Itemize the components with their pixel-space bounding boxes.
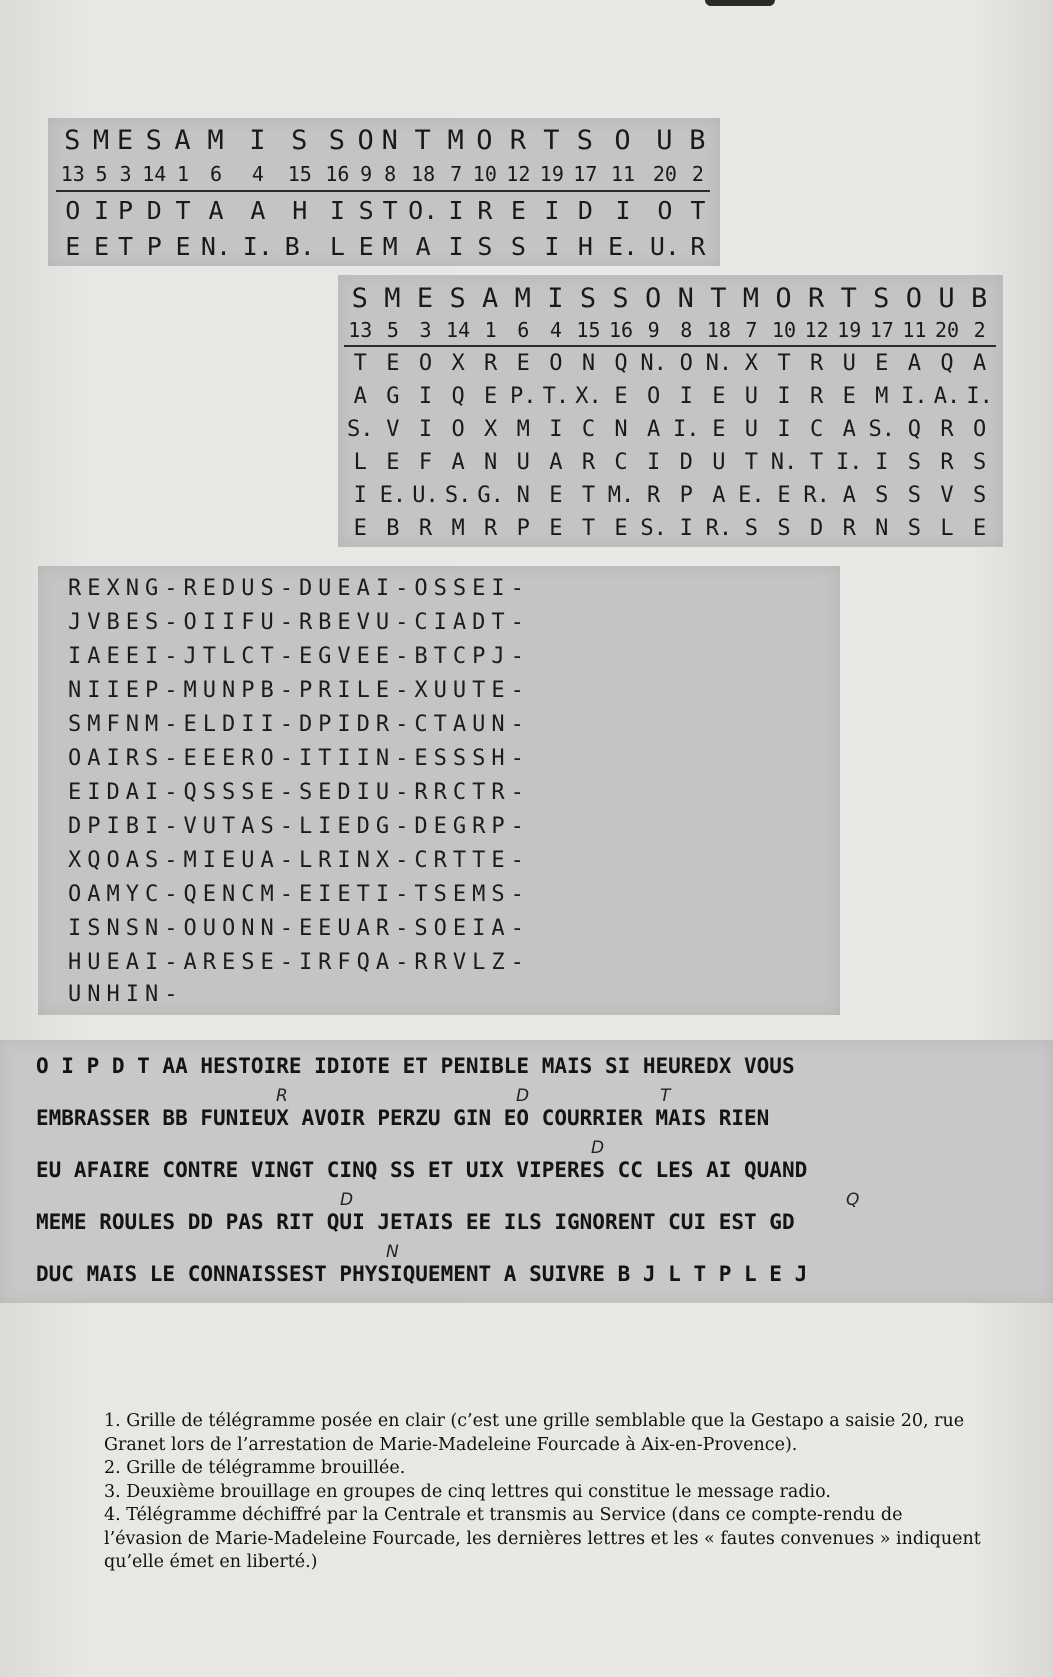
- grid-cell: I: [875, 450, 889, 475]
- grid-cell: O: [409, 346, 442, 380]
- grid-cell: N.: [770, 450, 798, 475]
- grid-cell: E: [973, 516, 987, 541]
- grid-cell: I: [544, 231, 560, 261]
- grid-cell: I.: [672, 417, 700, 442]
- grid-letter-row: [56, 228, 710, 264]
- radio-group-row: DPIBI-VUTAS-LIEDG-DEGRP-: [68, 814, 530, 839]
- grid-cell: O.: [402, 191, 444, 228]
- grid-cell: E: [777, 483, 791, 508]
- radio-group-row: OAMYC-QENCM-EIETI-TSEMS-: [68, 882, 530, 907]
- grid-cell: S: [875, 483, 889, 508]
- grid-cell: N.: [200, 231, 232, 261]
- grid-cell: T: [171, 191, 195, 228]
- grid-cell: S: [973, 483, 987, 508]
- grid-key-letter: S: [576, 124, 594, 156]
- grid-cell: M.: [607, 483, 635, 508]
- grid-cell: E: [358, 231, 374, 261]
- grid-cell: D: [569, 191, 603, 228]
- radio-group-row: JVBES-OIIFU-RBEVU-CIADT-: [68, 610, 530, 635]
- radio-group-row: XQOAS-MIEUA-LRINX-CRTTE-: [68, 848, 530, 873]
- grid-cell: E: [353, 516, 367, 541]
- grid-cell: T: [378, 191, 402, 228]
- grid-cell: P: [516, 516, 530, 541]
- grid-key-letter: B: [971, 282, 989, 314]
- grid-column-number: 1: [177, 162, 190, 186]
- grid-key-letter: M: [514, 282, 532, 314]
- grid-key-letter: S: [612, 282, 630, 314]
- grid-cell: B: [386, 516, 400, 541]
- grid-cell: N: [516, 483, 530, 508]
- grid-cell: L: [329, 231, 345, 261]
- grid-cell: S: [510, 231, 526, 261]
- grid-cell: A: [963, 346, 996, 380]
- grid-cell: A: [549, 450, 563, 475]
- grid-key-letter: O: [905, 282, 924, 314]
- grid-cell: A: [451, 450, 465, 475]
- grid-cell: I: [418, 384, 433, 409]
- grid-cell: I: [549, 417, 563, 442]
- grid-column-number: 11: [610, 162, 636, 186]
- grid-column-number: 12: [804, 318, 829, 342]
- grid-column-number: 18: [706, 318, 731, 342]
- grid-cell: R: [468, 191, 502, 228]
- caption-item: 4. Télégramme déchiffré par la Centrale et transmis au Service (dans ce compte-rendu de l’évasion de Marie-Madeleine Fourcade, les dernières lettres et les « fautes convenues » indiquent qu’elle émet en liberté.): [104, 1505, 981, 1572]
- grid-cell: H: [577, 231, 593, 261]
- grid-cell: C: [809, 417, 824, 442]
- grid-key-letter: S: [579, 282, 598, 314]
- grid-column-number: 4: [251, 162, 264, 186]
- grid-cell: D: [809, 516, 824, 541]
- grid-cell: E: [712, 417, 726, 442]
- grid-key-letter: N: [677, 282, 695, 314]
- grid2-table: [344, 281, 996, 545]
- grid-cell: I: [647, 450, 661, 475]
- grid-column-number: 18: [411, 162, 436, 186]
- grid-key-letter: M: [92, 124, 111, 156]
- grid-column-number: 8: [680, 318, 693, 342]
- scrambled-telegram-grid: [338, 275, 1003, 547]
- grid-column-number: 5: [386, 318, 399, 342]
- handwritten-correction: N: [386, 1242, 399, 1262]
- grid-cell: E: [377, 346, 410, 380]
- grid-cell: O: [973, 417, 987, 442]
- radio-group-row: UNHIN-: [68, 982, 184, 1007]
- grid-cell: S: [354, 191, 378, 228]
- grid-column-number: 13: [60, 162, 85, 186]
- grid-cell: S.: [868, 417, 896, 442]
- grid-cell: R: [647, 483, 661, 508]
- grid-cell: G: [386, 384, 400, 409]
- grid-key-letter: M: [742, 282, 761, 314]
- grid-cell: T.: [542, 384, 570, 409]
- grid-cell: B.: [284, 231, 315, 261]
- handwritten-correction: Q: [846, 1190, 860, 1210]
- grid-cell: I: [90, 191, 114, 228]
- grid-cell: E.: [379, 483, 407, 508]
- grid-cell: N.: [703, 346, 736, 380]
- grid-cell: A: [353, 384, 367, 409]
- grid-letter-row: [344, 512, 996, 545]
- grid-cell: S: [744, 516, 759, 541]
- grid-cell: E: [866, 346, 899, 380]
- grid-cell: O: [451, 417, 465, 442]
- grid-column-number: 20: [652, 162, 677, 186]
- grid-cell: S: [907, 450, 922, 475]
- grid-column-number: 6: [517, 318, 530, 342]
- grid-cell: E.: [607, 231, 639, 261]
- grid-key-letter: E: [416, 282, 435, 314]
- grid-cell: S: [777, 516, 791, 541]
- grid-column-number: 15: [576, 318, 601, 342]
- grid-cell: X: [484, 417, 498, 442]
- grid-cell: M: [451, 516, 465, 541]
- grid-cell: R: [842, 516, 856, 541]
- grid-cell: A: [842, 417, 856, 442]
- grid-cell: I: [448, 231, 464, 261]
- deciphered-line: O I P D T AA HESTOIRE IDIOTE ET PENIBLE MAIS SI HEUREDX VOUS: [36, 1054, 795, 1078]
- grid-cell: D: [679, 450, 693, 475]
- grid-cell: Q: [931, 346, 964, 380]
- grid-cell: C: [581, 417, 596, 442]
- grid-cell: U: [516, 450, 530, 475]
- grid-cell: I: [535, 191, 569, 228]
- caption-item: 3. Deuxième brouillage en groupes de cinq lettres qui constitue le message radio.: [104, 1481, 831, 1502]
- grid-column-number: 17: [573, 162, 598, 186]
- grid-cell: R: [809, 384, 824, 409]
- grid-key-letter: M: [447, 124, 465, 156]
- grid-cell: S.: [444, 483, 472, 508]
- radio-group-row: NIIEP-MUNPB-PRILE-XUUTE-: [68, 678, 530, 703]
- handwritten-correction: T: [660, 1086, 671, 1106]
- grid-key-letter: T: [543, 124, 561, 156]
- grid-cell: T: [344, 346, 377, 380]
- grid-cell: X: [442, 346, 475, 380]
- grid-cell: A: [647, 417, 661, 442]
- radio-message-groups: [38, 566, 840, 1015]
- grid-cell: R.: [705, 516, 733, 541]
- grid-cell: T: [768, 346, 801, 380]
- grid-cell: I.: [242, 231, 273, 261]
- grid-cell: R: [418, 516, 433, 541]
- grid-letter-row: [344, 446, 996, 479]
- grid-cell: S.: [347, 417, 374, 442]
- grid-cell: T: [581, 516, 596, 541]
- grid-cell: E: [712, 384, 726, 409]
- grid-column-number: 11: [902, 318, 927, 342]
- grid-key-letter: I: [547, 282, 565, 314]
- grid-cell: E: [502, 191, 536, 228]
- grid-column-number: 9: [360, 162, 373, 186]
- grid-column-number: 2: [973, 318, 986, 342]
- caption-item: 1. Grille de télégramme posée en clair (c’est une grille semblable que la Gestapo a saisie 20, rue Granet lors de l’arrestation de Marie-Madeleine Fourcade à Aix-en-Provence).: [104, 1411, 965, 1455]
- grid-key-letter: R: [807, 282, 826, 314]
- grid-key-letter: O: [775, 282, 793, 314]
- grid-cell: M: [875, 384, 889, 409]
- grid-cell: U.: [649, 231, 680, 261]
- grid-cell: S: [973, 450, 987, 475]
- grid-cell: S: [907, 516, 922, 541]
- grid-cell: I: [418, 417, 433, 442]
- grid-cell: S: [477, 231, 493, 261]
- grid-column-number: 16: [325, 162, 350, 186]
- grid-cell: O: [670, 346, 703, 380]
- grid1-key-row: [56, 122, 710, 158]
- grid-cell: N: [572, 346, 605, 380]
- grid-key-letter: O: [476, 124, 494, 156]
- grid-column-number: 12: [506, 162, 531, 186]
- grid-cell: A: [415, 231, 431, 261]
- grid-cell: N: [614, 417, 628, 442]
- grid-letter-row: [56, 191, 710, 228]
- grid-cell: E: [549, 516, 563, 541]
- grid-cell: E.: [738, 483, 765, 508]
- deciphered-line: MEME ROULES DD PAS RIT QUI JETAIS EE ILS IGNORENT CUI EST GD: [36, 1210, 795, 1234]
- deciphered-telegram: [0, 1040, 1053, 1303]
- grid-key-letter: A: [174, 124, 192, 156]
- grid-cell: E: [549, 483, 563, 508]
- grid-cell: U: [712, 450, 726, 475]
- grid-key-letter: U: [656, 124, 674, 156]
- grid-cell: U: [744, 417, 759, 442]
- grid-cell: A: [237, 191, 279, 228]
- grid-cell: T: [117, 231, 134, 261]
- grid-key-letter: S: [145, 124, 163, 156]
- grid-cell: X: [735, 346, 768, 380]
- grid-key-letter: I: [249, 124, 267, 156]
- grid-key-letter: S: [64, 124, 82, 156]
- grid-cell: N: [875, 516, 889, 541]
- grid-cell: I: [353, 483, 367, 508]
- deciphered-line: EU AFAIRE CONTRE VINGT CINQ SS ET UIX VIPERES CC LES AI QUAND: [36, 1158, 808, 1182]
- grid-key-letter: N: [381, 124, 399, 156]
- grid-cell: N: [484, 450, 498, 475]
- grid-column-number: 3: [119, 162, 132, 186]
- grid-cell: N.: [637, 346, 670, 380]
- grid-column-number: 8: [384, 162, 397, 186]
- radio-group-row: ISNSN-OUONN-EEUAR-SOEIA-: [68, 916, 530, 941]
- grid-cell: T: [744, 450, 759, 475]
- grid-cell: E: [484, 384, 498, 409]
- grid-cell: V: [386, 417, 400, 442]
- radio-group-row: SMFNM-ELDII-DPIDR-CTAUN-: [68, 712, 530, 737]
- grid-column-number: 17: [869, 318, 894, 342]
- handwritten-correction: D: [516, 1086, 530, 1106]
- grid-cell: I: [321, 191, 355, 228]
- grid-letter-row: [344, 413, 996, 446]
- grid-letter-row: [344, 479, 996, 512]
- grid-column-number: 3: [419, 318, 432, 342]
- grid-key-letter: T: [414, 124, 432, 156]
- grid-key-letter: S: [873, 282, 891, 314]
- grid-column-number: 16: [609, 318, 634, 342]
- grid-cell: E: [614, 516, 628, 541]
- grid-cell: R: [800, 346, 833, 380]
- grid-key-letter: T: [710, 282, 728, 314]
- radio-group-row: OAIRS-EEERO-ITIIN-ESSSH-: [68, 746, 530, 771]
- grid-cell: E: [842, 384, 856, 409]
- grid-column-number: 14: [142, 162, 167, 186]
- grid-key-letter: S: [351, 282, 369, 314]
- grid-cell: P.: [510, 384, 537, 409]
- grid-key-letter: T: [840, 282, 858, 314]
- grid-cell: I.: [966, 384, 993, 409]
- grid-cell: R: [484, 516, 498, 541]
- grid-cell: I.: [901, 384, 928, 409]
- radio-group-row: REXNG-REDUS-DUEAI-OSSEI-: [68, 576, 530, 601]
- grid-cell: I: [777, 417, 791, 442]
- grid-cell: X.: [575, 384, 602, 409]
- grid-cell: M: [516, 417, 530, 442]
- grid-cell: C: [614, 450, 628, 475]
- grid-cell: I: [777, 384, 791, 409]
- grid-cell: U: [744, 384, 759, 409]
- grid-cell: U: [833, 346, 866, 380]
- grid2-number-row: [344, 315, 996, 346]
- grid-letter-row: [344, 346, 996, 380]
- grid-cell: E: [93, 231, 110, 261]
- grid-cell: R.: [803, 483, 830, 508]
- grid-cell: Q: [451, 384, 465, 409]
- grid-key-letter: S: [291, 124, 309, 156]
- grid-key-letter: E: [116, 124, 135, 156]
- grid-column-number: 7: [450, 162, 463, 186]
- grid-key-letter: U: [938, 282, 956, 314]
- grid-cell: S.: [640, 516, 667, 541]
- grid-cell: V: [940, 483, 954, 508]
- grid-cell: O: [56, 191, 90, 228]
- grid-cell: D: [138, 191, 172, 228]
- grid-column-number: 15: [287, 162, 312, 186]
- grid-cell: M: [382, 231, 398, 261]
- deciphered-line: EMBRASSER BB FUNIEUX AVOIR PERZU GIN EO COURRIER MAIS RIEN: [36, 1106, 770, 1130]
- grid-cell: F: [418, 450, 433, 475]
- grid-cell: R: [581, 450, 596, 475]
- grid-cell: L: [940, 516, 954, 541]
- radio-group-row: HUEAI-ARESE-IRFQA-RRVLZ-: [68, 950, 530, 975]
- grid-column-number: 7: [745, 318, 758, 342]
- grid-cell: R: [474, 346, 507, 380]
- grid-cell: A: [842, 483, 856, 508]
- grid-cell: Q: [907, 417, 922, 442]
- grid-cell: R: [940, 417, 954, 442]
- grid-cell: R: [690, 231, 706, 261]
- grid-key-letter: A: [482, 282, 500, 314]
- grid-key-letter: S: [449, 282, 467, 314]
- grid-cell: P: [146, 231, 162, 261]
- grid-column-number: 13: [348, 318, 373, 342]
- grid-column-number: 5: [95, 162, 108, 186]
- deciphered-line: DUC MAIS LE CONNAISSEST PHYSIQUEMENT A SUIVRE B J L T P L E J: [36, 1262, 808, 1286]
- handwritten-correction: D: [591, 1138, 605, 1158]
- grid-cell: E: [65, 231, 81, 261]
- grid2-key-row: [344, 281, 996, 315]
- grid-column-number: 14: [446, 318, 471, 342]
- grid-cell: I: [679, 384, 693, 409]
- grid-cell: A.: [933, 384, 961, 409]
- grid-column-number: 6: [209, 162, 222, 186]
- grid-column-number: 19: [539, 162, 564, 186]
- grid-column-number: 19: [837, 318, 862, 342]
- handwritten-correction: D: [340, 1190, 354, 1210]
- grid-cell: E: [507, 346, 540, 380]
- grid-cell: R: [940, 450, 954, 475]
- grid-column-number: 1: [484, 318, 497, 342]
- grid-cell: O: [540, 346, 573, 380]
- handwritten-correction: R: [276, 1086, 288, 1106]
- grid-cell: O: [647, 384, 661, 409]
- grid-letter-row: [344, 380, 996, 413]
- grid1-table: [56, 122, 710, 264]
- binding-mark: [705, 0, 775, 6]
- caption-item: 2. Grille de télégramme brouillée.: [104, 1458, 406, 1478]
- grid-cell: G.: [477, 483, 504, 508]
- grid-key-letter: O: [357, 124, 375, 156]
- grid-cell: P: [679, 483, 693, 508]
- grid-cell: T: [581, 483, 596, 508]
- grid-cell: E: [614, 384, 628, 409]
- grid-cell: E: [175, 231, 191, 261]
- grid-key-letter: O: [614, 124, 632, 156]
- grid-cell: I.: [835, 450, 863, 475]
- clear-telegram-grid: [48, 118, 720, 266]
- grid-key-letter: R: [509, 124, 527, 156]
- grid-cell: A: [898, 346, 931, 380]
- grid-cell: O: [644, 191, 686, 228]
- grid-cell: L: [353, 450, 367, 475]
- grid-key-letter: B: [689, 124, 707, 156]
- grid-cell: I: [679, 516, 693, 541]
- grid-column-number: 4: [549, 318, 562, 342]
- grid-key-letter: O: [645, 282, 663, 314]
- grid-cell: P: [114, 191, 138, 228]
- grid-column-number: 9: [647, 318, 660, 342]
- grid-cell: T: [809, 450, 824, 475]
- grid-cell: H: [279, 191, 321, 228]
- grid1-number-row: [56, 158, 710, 191]
- grid-cell: S: [907, 483, 922, 508]
- grid-key-letter: S: [328, 124, 347, 156]
- grid-cell: E: [386, 450, 400, 475]
- radio-group-row: EIDAI-QSSSE-SEDIU-RRCTR-: [68, 780, 530, 805]
- grid-column-number: 10: [771, 318, 797, 342]
- figure-caption: [104, 1410, 984, 1575]
- grid-cell: A: [195, 191, 237, 228]
- grid-column-number: 20: [934, 318, 960, 342]
- grid-cell: I: [602, 191, 644, 228]
- radio-group-row: IAEEI-JTLCT-EGVEE-BTCPJ-: [68, 644, 530, 669]
- grid-key-letter: M: [207, 124, 225, 156]
- grid-key-letter: M: [384, 282, 402, 314]
- grid-cell: I: [444, 191, 468, 228]
- grid-cell: Q: [605, 346, 638, 380]
- grid-cell: A: [712, 483, 726, 508]
- grid-cell: T: [686, 191, 710, 228]
- grid-cell: U.: [412, 483, 439, 508]
- grid-column-number: 10: [472, 162, 497, 186]
- grid-column-number: 2: [691, 162, 704, 186]
